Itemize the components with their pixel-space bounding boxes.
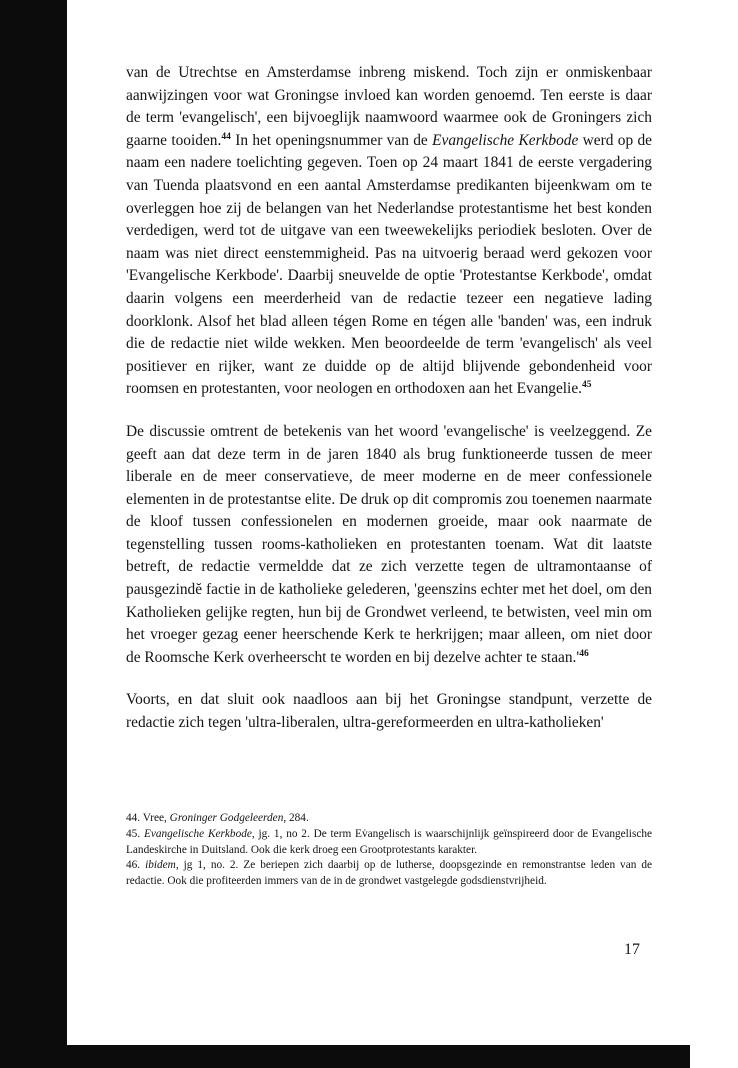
footnote-44-title: Groninger Godgeleerden xyxy=(169,812,284,824)
footnote-44-author: Vree, xyxy=(140,812,170,824)
paragraph-3-text: Voorts, en dat sluit ook naadloos aan bij het Groningse standpunt, verzette de redactie zich tegen 'ultra-liberalen, ultra-gereformeerden en ultra-katholieken' xyxy=(126,691,652,732)
footnote-46-title: ibidem xyxy=(145,859,176,872)
footnote-ref-45[interactable]: 45 xyxy=(582,380,592,391)
paragraph-3 xyxy=(126,689,652,734)
footnote-45-rest: , jg. 1, no 2. De term Ev̇angelisch is waarschijnlijk geïnspireerd door de Evangelische Landeskirche in Duitsland. Ook die kerk droeg een Grootprotestants karakter. xyxy=(126,827,653,856)
paragraph-1-title: Evangelische Kerkbode xyxy=(432,131,579,149)
footnote-44-rest: , 284. xyxy=(283,812,309,824)
scan-border-left xyxy=(0,0,67,1068)
footnote-45-number: 45. xyxy=(126,827,141,840)
footnote-45-title: Evangelische Kerkbode xyxy=(143,827,252,840)
footnote-46 xyxy=(126,858,652,890)
paragraph-1-text-b: In het openingsnummer van de xyxy=(230,131,433,149)
paragraph-1 xyxy=(126,62,652,401)
body-text xyxy=(126,62,652,735)
paragraph-2-text: De discussie omtrent de betekenis van het woord 'evangelische' is veelzeggend. Ze geeft aan dat deze term in de jaren 1840 als brug funktioneerde tussen de meer liberale en de meer conservatieve, de meer moderne en de meer confessionele elementen in de protestantse elite. De druk op dit compromis zou toenemen naarmate de kloof tussen confessionelen en modernen groeide, maar ook naarmate de tegenstelling tussen rooms-katholieken en protestanten toenam. Wat dit laatste betreft, de redactie vermeldde dat ze zich verzette tegen de ultramontaanse of pausgezindĕ factie in de katholieke gelederen, 'geenszins echter met het doel, om den Katholieken gelijke regten, hun bij de Grondwet verleend, te betwisten, veel min om het vroeger gezag eener heerschende Kerk te herkrijgen; maar alleen, om niet door de Roomsche Kerk overheerscht te worden en bij dezelve achter te staan.' xyxy=(126,422,652,666)
paragraph-1-text-c: werd op de naam een nadere toelichting gegeven. Toen op 24 maart 1841 de eerste vergadering van Tuenda plaatsvond en een aantal Amsterdamse predikanten bijeenkwam om te overleggen hoe zij de belangen van het Nederlandse protestantisme het best konden verdedigen, werd tot de uitgave van een tweewekelijks periodiek besloten. Over de naam was niet direct eenstemmigheid. Pas na uitvoerig beraad werd gekozen voor 'Evangelische Kerkbode'. Daarbij sneuvelde de optie 'Protestantse Kerkbode', omdat daarin volgens een meerderheid van de redactie tezeer een negatieve lading doorklonk. Alsof het blad alleen tégen Rome en tégen alle 'banden' was, een indruk die de redactie niet wilde wekken. Men beoordeelde de term 'evangelisch' als veel positiever en rijker, want ze duidde op de altijd blijvende gebondenheid voor roomsen en protestanten, voor neologen en orthodoxen aan het Evangelie. xyxy=(126,131,652,398)
footnote-46-rest: , jg 1, no. 2. Ze beriepen zich daarbij op de lutherse, doopsgezinde en remonstrantse leden van de redactie. Ook die profiteerden immers van de in de grondwet vastgelegde godsdienstvrijheid. xyxy=(126,859,652,888)
footnote-ref-46[interactable]: 46 xyxy=(579,648,589,659)
footnote-44 xyxy=(126,811,652,827)
footnotes xyxy=(126,811,652,890)
footnote-46-number: 46. xyxy=(126,859,141,872)
paragraph-1-text-a: van de Utrechtse en Amsterdamse inbreng miskend. Toch zijn er onmiskenbaar aanwijzingen voor wat Groningse invloed kan worden genoemd. Ten eerste is daar de term 'evangelisch', een bijvoeglijk naamwoord waarmee ook de Groningers zich gaarne tooiden. xyxy=(126,64,652,149)
page-number: 17 xyxy=(624,941,640,958)
scan-margin-right xyxy=(691,0,738,1068)
paragraph-2 xyxy=(126,421,652,670)
footnote-45 xyxy=(126,827,652,859)
footnote-44-number: 44. xyxy=(126,812,141,824)
footnote-ref-44[interactable]: 44 xyxy=(221,131,231,142)
scan-border-bottom xyxy=(0,1045,690,1068)
